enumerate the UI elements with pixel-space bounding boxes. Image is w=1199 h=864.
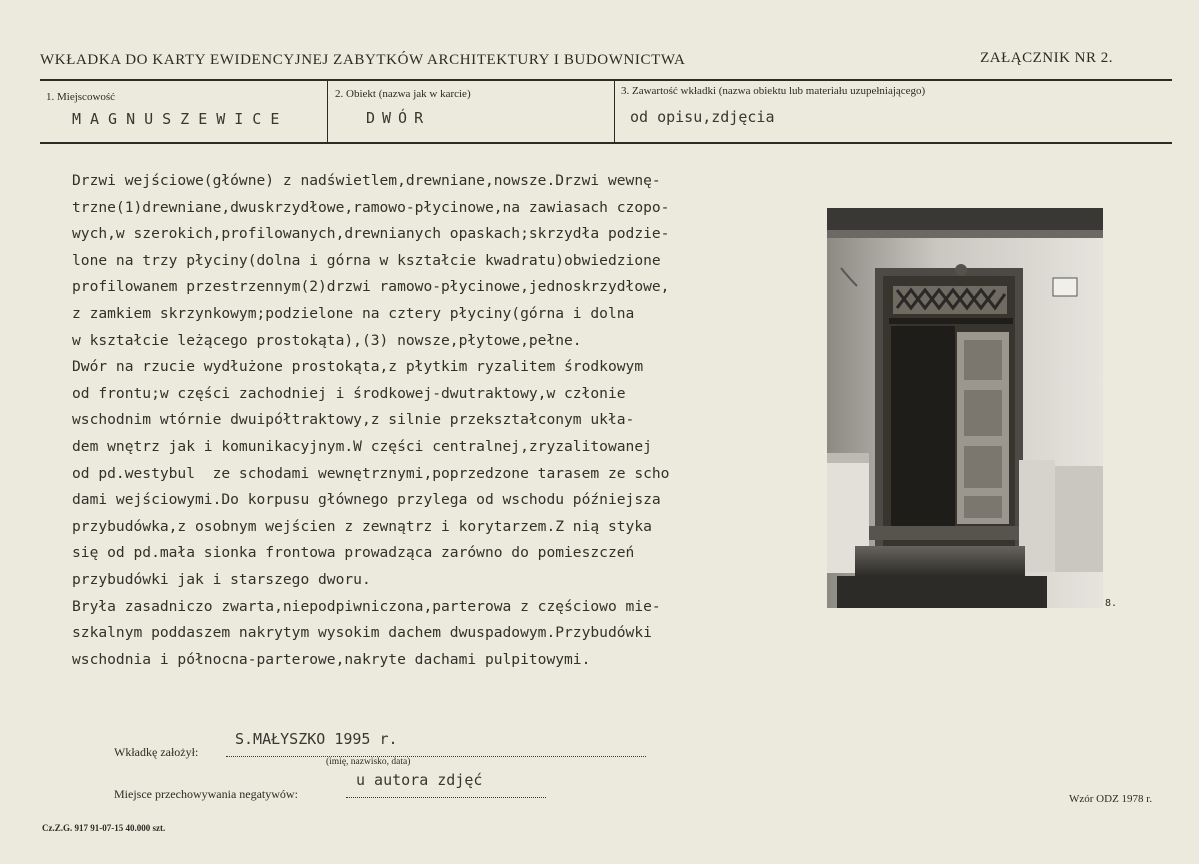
- field-divider-2: [614, 80, 615, 142]
- description-line: Dwór na rzucie wydłużone prostokąta,z płytkim ryzalitem środkowym: [72, 358, 644, 376]
- description-line: wschodnia i północna-parterowe,nakryte dachami pulpitowymi.: [72, 650, 591, 668]
- printer-code: Cz.Z.G. 917 91-07-15 40.000 szt.: [42, 823, 166, 833]
- created-by-label: Wkładkę założył:: [114, 745, 199, 759]
- created-by-value: S.MAŁYSZKO 1995 r.: [235, 730, 398, 748]
- negative-storage-line: [346, 797, 546, 798]
- negative-storage-label: Miejsce przechowywania negatywów:: [114, 787, 298, 801]
- header-bottom-rule: [40, 142, 1172, 144]
- place-label: 1. Miejscowość: [46, 91, 116, 103]
- content-value: od opisu,zdjęcia: [630, 108, 775, 126]
- description-line: wych,w szerokich,profilowanych,drewnianych opaskach;skrzydła podzie-: [72, 225, 670, 243]
- description-line: profilowanem przestrzennym(2)drzwi ramowo-płycinowe,jednoskrzydłowe,: [72, 278, 670, 296]
- created-by-line: [226, 756, 646, 757]
- description-line: trzne(1)drewniane,dwuskrzydłowe,ramowo-płycinowe,na zawiasach czopo-: [72, 198, 670, 216]
- description-line: od pd.westybul ze schodami wewnętrznymi,poprzedzone tarasem ze scho: [72, 464, 670, 482]
- description-line: przybudówka,z osobnym wejścien z zewnątrz i korytarzem.Z nią styka: [72, 517, 652, 535]
- description-line: Bryła zasadniczo zwarta,niepodpiwniczona,parterowa z częściowo mie-: [72, 597, 661, 615]
- field-divider-1: [327, 80, 328, 142]
- description-line: szkalnym poddaszem nakrytym wysokim dachem dwuspadowym.Przybudówki: [72, 624, 652, 642]
- form-title: WKŁADKA DO KARTY EWIDENCYJNEJ ZABYTKÓW ARCHITEKTURY I BUDOWNICTWA: [40, 52, 686, 68]
- created-by-hint: (imię, nazwisko, data): [326, 757, 411, 767]
- negative-storage-value: u autora zdjęć: [356, 771, 483, 789]
- annex-number: ZAŁĄCZNIK NR 2.: [980, 50, 1113, 66]
- entrance-door-photo: [827, 208, 1103, 608]
- description-line: Drzwi wejściowe(główne) z nadświetlem,drewniane,nowsze.Drzwi wewnę-: [72, 172, 661, 189]
- description-line: w kształcie leżącego prostokąta),(3) nowsze,płytowe,pełne.: [72, 331, 582, 349]
- object-value: DWÓR: [366, 109, 431, 127]
- description-line: od frontu;w części zachodniej i środkowej-dwutraktowy,w członie: [72, 384, 626, 402]
- photo-image: [827, 208, 1103, 608]
- description-text: [72, 168, 772, 673]
- photo-number: 8.: [1105, 598, 1118, 609]
- description-line: wschodnim wtórnie dwuipółtraktowy,z silnie przekształconym ukła-: [72, 411, 635, 429]
- description-line: dem wnętrz jak i komunikacyjnym.W części centralnej,zryzalitowanej: [72, 437, 652, 455]
- description-line: lone na trzy płyciny(dolna i górna w kształcie kwadratu)obwiedzione: [72, 251, 661, 269]
- object-label: 2. Obiekt (nazwa jak w karcie): [335, 88, 471, 100]
- header-top-rule: [40, 79, 1172, 81]
- place-value: MAGNUSZEWICE: [72, 110, 289, 128]
- description-line: przybudówki jak i starszego dworu.: [72, 570, 371, 588]
- description-line: z zamkiem skrzynkowym;podzielone na cztery płyciny(górna i dolna: [72, 304, 635, 322]
- description-line: dami wejściowymi.Do korpusu głównego przylega od wschodu późniejsza: [72, 491, 661, 509]
- description-line: się od pd.mała sionka frontowa prowadząca zarówno do pomieszczeń: [72, 544, 635, 562]
- content-label: 3. Zawartość wkładki (nazwa obiektu lub materiału uzupełniającego): [621, 85, 926, 97]
- form-template-code: Wzór ODZ 1978 r.: [1069, 793, 1153, 805]
